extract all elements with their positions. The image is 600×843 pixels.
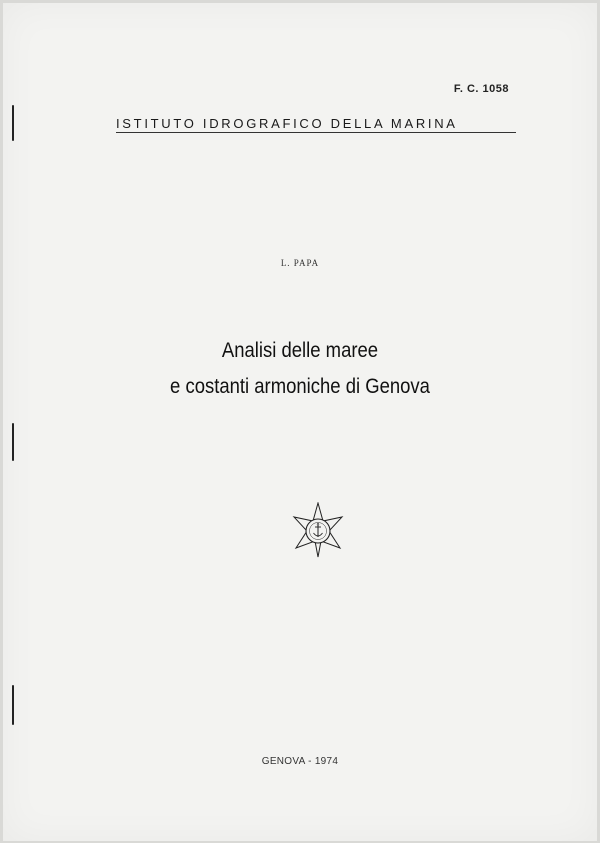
title-line-2: e costanti armoniche di Genova <box>170 375 430 398</box>
author-name: L. PAPA <box>280 258 320 268</box>
document-page <box>3 3 597 841</box>
place-and-year: GENOVA - 1974 <box>261 756 339 767</box>
star-anchor-emblem-icon <box>290 502 346 558</box>
document-title <box>39 333 562 405</box>
catalog-code: F. C. 1058 <box>453 83 509 95</box>
staple-middle <box>12 423 14 461</box>
title-line-1: Analisi delle maree <box>221 339 379 362</box>
institute-name: ISTITUTO IDROGRAFICO DELLA MARINA <box>116 116 516 133</box>
staple-bottom <box>12 685 14 725</box>
staple-top <box>12 105 14 141</box>
